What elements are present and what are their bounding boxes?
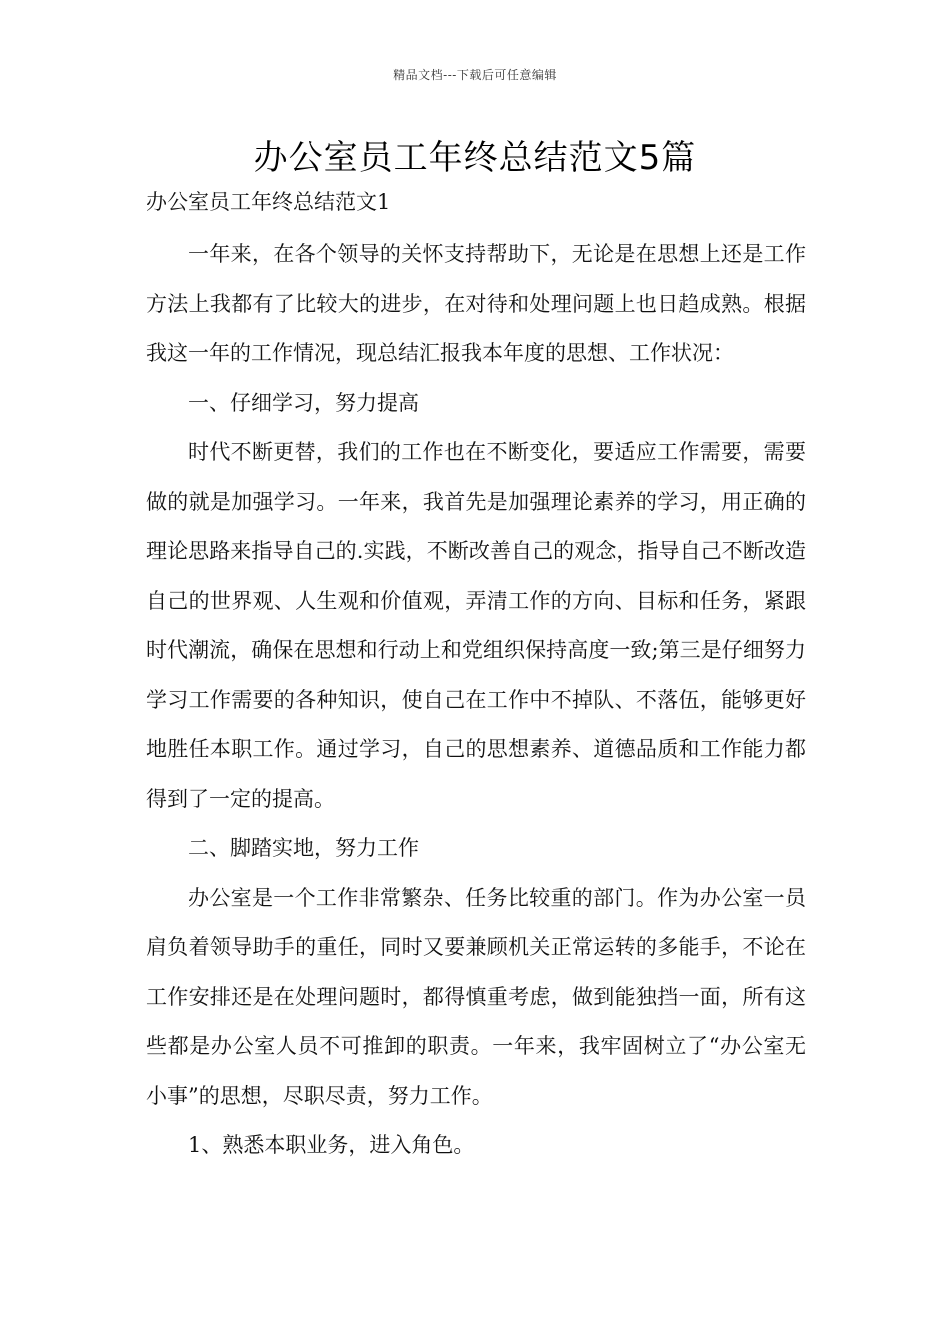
paragraph-work: 办公室是一个工作非常繁杂、任务比较重的部门。作为办公室一员肩负着领导助手的重任，同时又要兼顾机关正常运转的多能手，不论在工作安排还是在处理问题时，都得慎重考虑，做到能独挡一面，所有这些都是办公室人员不可推卸的职责。一年来，我牢固树立了“办公室无小事”的思想，尽职尽责，努力工作。 bbox=[146, 885, 806, 1108]
subheading-role: 1、熟悉本职业务，进入角色。 bbox=[188, 1133, 475, 1157]
document-title: 办公室员工年终总结范文5篇 bbox=[253, 138, 697, 178]
header-note: 精品文档---下载后可任意编辑 bbox=[393, 68, 557, 82]
heading-study: 一、仔细学习，努力提高 bbox=[188, 390, 419, 415]
section-title: 办公室员工年终总结范文1 bbox=[146, 190, 391, 214]
paragraph-intro: 一年来，在各个领导的关怀支持帮助下，无论是在思想上还是工作方法上我都有了比较大的进步，在对待和处理问题上也日趋成熟。根据我这一年的工作情况，现总结汇报我本年度的思想、工作状况： bbox=[146, 242, 806, 365]
paragraph-study: 时代不断更替，我们的工作也在不断变化，要适应工作需要，需要做的就是加强学习。一年来，我首先是加强理论素养的学习，用正确的理论思路来指导自己的.实践，不断改善自己的观念，指导自己不断改造自己的世界观、人生观和价值观，弄清工作的方向、目标和任务，紧跟时代潮流，确保在思想和行动上和党组织保持高度一致;第三是仔细努力学习工作需要的各种知识，使自己在工作中不掉队、不落伍，能够更好地胜任本职工作。通过学习，自己的思想素养、道德品质和工作能力都得到了一定的提高。 bbox=[146, 440, 806, 811]
heading-work: 二、脚踏实地，努力工作 bbox=[188, 836, 419, 860]
document-body bbox=[146, 230, 806, 1171]
